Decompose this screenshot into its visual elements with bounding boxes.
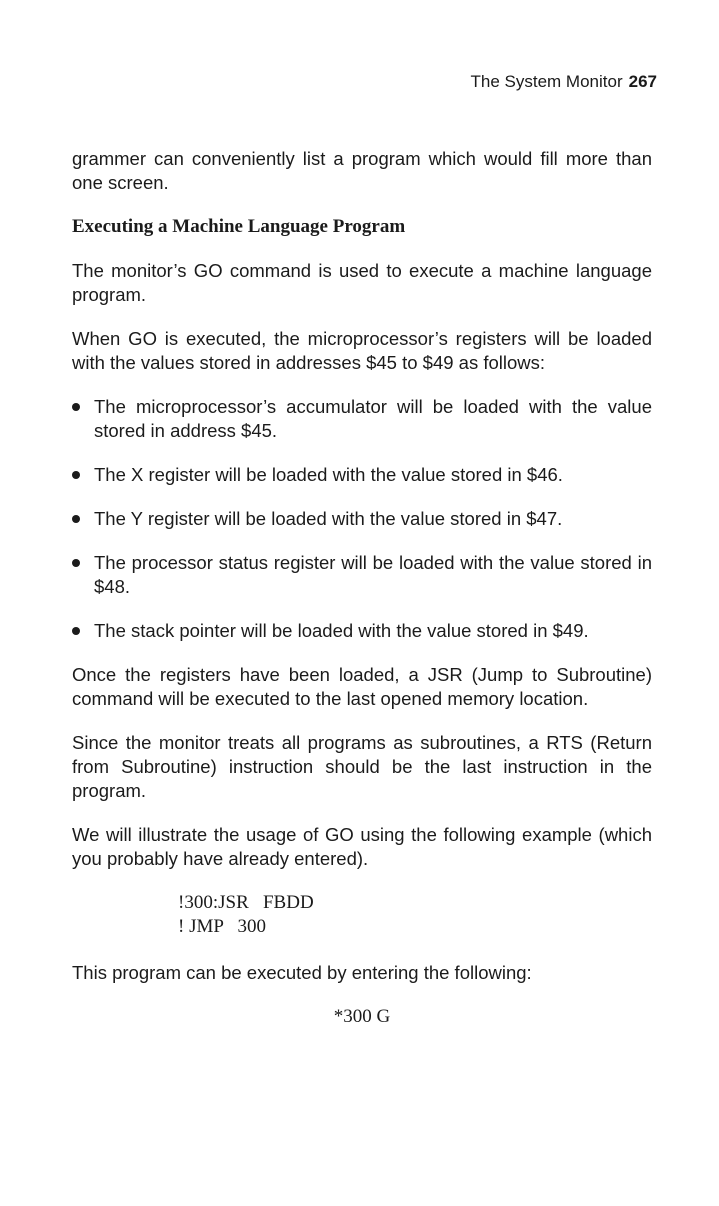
- register-bullet-list: [72, 395, 652, 643]
- paragraph-intro: grammer can conveniently list a program which would fill more than one screen.: [72, 148, 652, 193]
- bullet-item-x-register: [72, 463, 652, 487]
- bullet-icon: [72, 559, 80, 567]
- command-example: *300 G: [333, 1006, 391, 1027]
- page-number: 267: [628, 72, 657, 91]
- bullet-text: The processor status register will be loaded with the value stored in $48.: [94, 552, 652, 597]
- paragraph-rts: Since the monitor treats all programs as subroutines, a RTS (Return from Subroutine) instruction should be the last instruction in the program.: [72, 732, 652, 801]
- bullet-text: The Y register will be loaded with the value stored in $47.: [94, 508, 563, 529]
- bullet-icon: [72, 515, 80, 523]
- running-head-title: The System Monitor: [470, 72, 623, 91]
- paragraph-execute: This program can be executed by entering the following:: [72, 962, 532, 983]
- bullet-icon: [72, 471, 80, 479]
- bullet-text: The stack pointer will be loaded with the value stored in $49.: [94, 620, 589, 641]
- paragraph-go-description: The monitor’s GO command is used to execute a machine language program.: [72, 260, 652, 305]
- bullet-icon: [72, 627, 80, 635]
- paragraph-jsr: Once the registers have been loaded, a JSR (Jump to Subroutine) command will be executed to the last opened memory location.: [72, 664, 652, 709]
- running-head: [471, 72, 657, 92]
- bullet-item-status-register: [72, 551, 652, 599]
- bullet-item-y-register: [72, 507, 652, 531]
- page-content: [72, 147, 652, 1029]
- bullet-item-accumulator: [72, 395, 652, 443]
- code-line: !300:JSR FBDD: [178, 892, 314, 913]
- section-heading: Executing a Machine Language Program: [72, 216, 406, 237]
- code-listing: [178, 891, 652, 939]
- code-line: ! JMP 300: [178, 916, 266, 937]
- paragraph-go-execution: When GO is executed, the microprocessor’s registers will be loaded with the values stored in addresses $45 to $49 as follows:: [72, 328, 652, 373]
- paragraph-illustrate: We will illustrate the usage of GO using the following example (which you probably have already entered).: [72, 824, 652, 869]
- bullet-text: The microprocessor’s accumulator will be loaded with the value stored in address $45.: [94, 396, 652, 441]
- bullet-icon: [72, 403, 80, 411]
- bullet-item-stack-pointer: [72, 619, 652, 643]
- bullet-text: The X register will be loaded with the value stored in $46.: [94, 464, 563, 485]
